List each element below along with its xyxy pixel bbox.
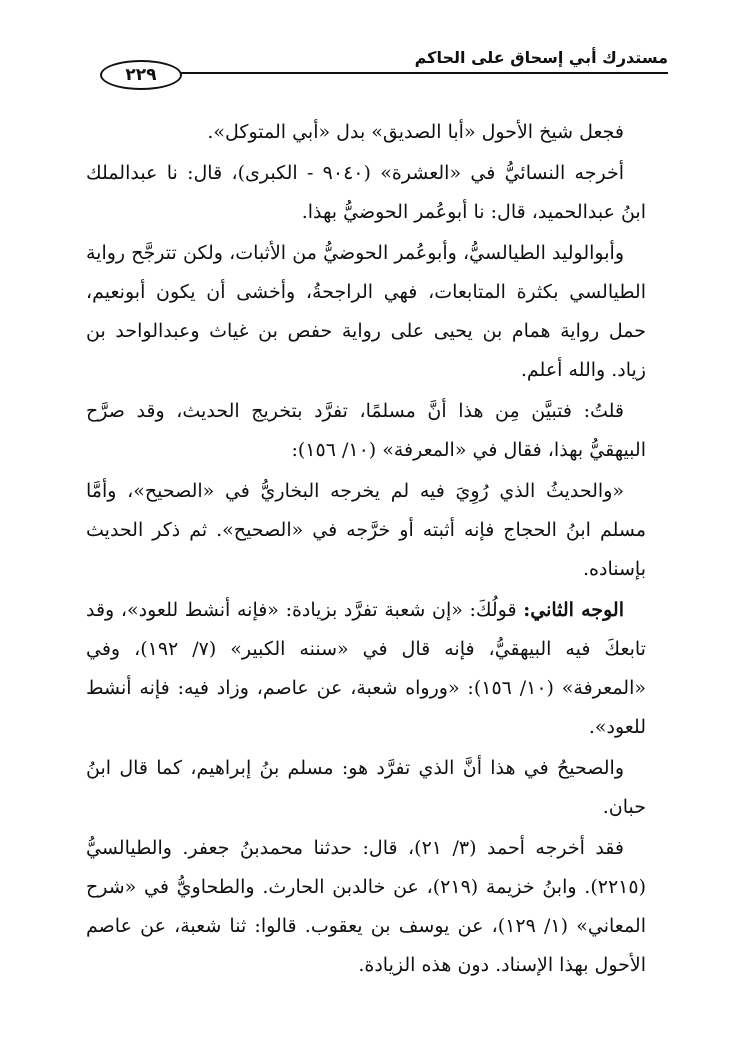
paragraph — [86, 591, 646, 747]
paragraph — [86, 154, 646, 232]
paragraph-text: وأبوالوليد الطيالسيُّ، وأبوعُمر الحوضيُّ من الأثبات، ولكن تترجَّح رواية الطيالسي بكثرة المتابعات، فهي الراجحةُ، وأخشى أن يكون أبونعيم، حمل رواية همام بن يحيى على رواية حفص بن غياث وعبدالواحد بن زياد. والله أعلم. — [86, 242, 646, 381]
paragraph — [86, 113, 646, 152]
body-text — [86, 113, 646, 987]
paragraph-text: أخرجه النسائيُّ في «العشرة» (٩٠٤٠ - الكبرى)، قال: نا عبدالملك ابنُ عبدالحميد، قال: نا أبوعُمر الحوضيُّ بهذا. — [86, 162, 646, 223]
paragraph-text: والصحيحُ في هذا أنَّ الذي تفرَّد هو: مسلم بنُ إبراهيم، كما قال ابنُ حبان. — [86, 757, 646, 818]
paragraph — [86, 234, 646, 390]
header-rule — [168, 72, 668, 74]
page-number: ٢٢٩ — [100, 60, 182, 90]
page-header — [100, 44, 668, 85]
quotation-paragraph — [86, 472, 646, 589]
paragraph — [86, 749, 646, 827]
paragraph — [86, 392, 646, 470]
paragraph-lead: الوجه الثاني: — [523, 599, 624, 621]
paragraph-text: قلتُ: فتبيَّن مِن هذا أنَّ مسلمًا، تفرَّد بتخريج الحديث، وقد صرَّح البيهقيُّ بهذا، فقال في «المعرفة» (١٠/ ١٥٦): — [86, 400, 646, 461]
paragraph-text: فجعل شيخ الأحول «أبا الصديق» بدل «أبي المتوكل». — [207, 121, 624, 143]
paragraph-text: قولُكَ: «إن شعبة تفرَّد بزيادة: «فإنه أنشط للعود»، وقد تابعكَ فيه البيهقيُّ، فإنه قال في «سننه الكبير» (٧/ ١٩٢)، وفي «المعرفة» (١٠/ ١٥٦): «ورواه شعبة، عن عاصم، وزاد فيه: فإنه أنشط للعود». — [86, 599, 646, 738]
paragraph-text: «والحديثُ الذي رُوِيَ فيه لم يخرجه البخاريُّ في «الصحيح»، وأمَّا مسلم ابنُ الحجاج فإنه أثبته أو خرَّجه في «الصحيح». ثم ذكر الحديث بإسناده. — [86, 480, 646, 580]
paragraph-text: فقد أخرجه أحمد (٣/ ٢١)، قال: حدثنا محمدبنُ جعفر. والطيالسيُّ (٢٢١٥). وابنُ خزيمة (٢١٩)، عن خالدبن الحارث. والطحاويُّ في «شرح المعاني» (١/ ١٢٩)، عن يوسف بن يعقوب. قالوا: ثنا شعبة، عن عاصم الأحول بهذا الإسناد. دون هذه الزيادة. — [86, 837, 646, 976]
paragraph — [86, 829, 646, 985]
running-title: مستدرك أبي إسحاق على الحاكم — [414, 48, 668, 67]
